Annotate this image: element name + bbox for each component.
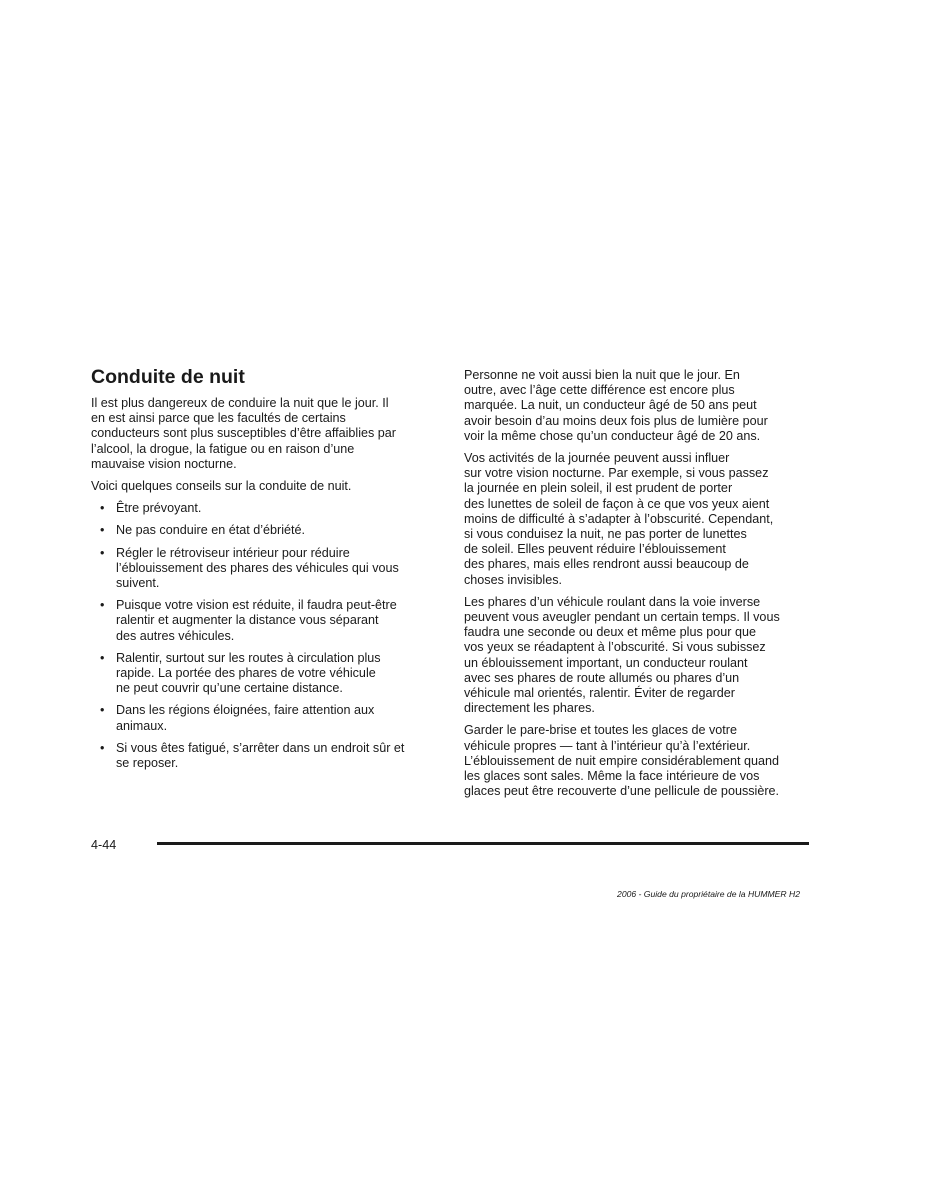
intro-paragraph: Il est plus dangereux de conduire la nuit que le jour. Il en est ainsi parce que les facultés de certains conducteurs sont plus susceptibles d’être affaiblies par l’alcool, la drogue, la fatigue ou en raison d’une mauvaise vision nocturne.	[91, 396, 396, 471]
body-paragraph: Garder le pare-brise et toutes les glaces de votre véhicule propres — tant à l’intérieur qu’à l’extérieur. L’éblouissement de nuit empire considérablement quand les glaces sont sales. Même la face intérieure de vos glaces peut être recouverte d’une pellicule de poussière.	[464, 723, 780, 799]
footer-rule	[157, 842, 809, 845]
list-item-text: Ne pas conduire en état d’ébriété.	[116, 523, 306, 538]
list-item-text: Puisque votre vision est réduite, il faudra peut-être ralentir et augmenter la distance vous séparant des autres véhicules.	[116, 598, 397, 643]
list-item	[91, 546, 441, 592]
section-title: Conduite de nuit	[91, 366, 245, 388]
list-item	[91, 523, 441, 538]
left-column	[91, 365, 441, 778]
bullet-icon: •	[100, 545, 105, 560]
tips-lead-paragraph: Voici quelques conseils sur la conduite de nuit.	[91, 479, 352, 494]
bullet-icon: •	[100, 650, 105, 665]
tips-list	[91, 501, 441, 771]
body-paragraph: Les phares d’un véhicule roulant dans la voie inverse peuvent vous aveugler pendant un certain temps. Il vous faudra une seconde ou deux et même plus pour que vos yeux se réadaptent à l’obscurité. Si vous subissez un éblouissement important, un conducteur roulant avec ses phares de route allumés ou phares d’un véhicule mal orientés, ralentir. Éviter de regarder directement les phares.	[464, 594, 780, 716]
bullet-icon: •	[100, 598, 105, 613]
list-item-text: Si vous êtes fatigué, s’arrêter dans un endroit sûr et se reposer.	[116, 740, 405, 771]
list-item-text: Ralentir, surtout sur les routes à circulation plus rapide. La portée des phares de votre véhicule ne peut couvrir qu’une certaine distance.	[116, 650, 381, 696]
list-item-text: Être prévoyant.	[116, 501, 202, 516]
list-item	[91, 703, 441, 733]
bullet-icon: •	[100, 523, 105, 538]
body-paragraph: Personne ne voit aussi bien la nuit que le jour. En outre, avec l’âge cette différence est encore plus marquée. La nuit, un conducteur âgé de 50 ans peut avoir besoin d’au moins deux fois plus de lumière pour voir la même chose qu’un conducteur âgé de 20 ans.	[464, 368, 768, 443]
body-paragraph: Vos activités de la journée peuvent aussi influer sur votre vision nocturne. Par exemple, si vous passez la journée en plein soleil, il est prudent de porter des lunettes de soleil de façon à ce que vos yeux aient moins de difficulté à s’adapter à l’obscurité. Cependant, si vous conduisez la nuit, ne pas porter de lunettes de soleil. Elles peuvent réduire l’éblouissement des phares, mais elles rendront aussi beaucoup de choses invisibles.	[464, 451, 774, 587]
right-column	[464, 368, 816, 806]
guide-title: 2006 - Guide du propriétaire de la HUMMER H2	[617, 889, 800, 899]
bullet-icon: •	[100, 740, 105, 755]
page-number: 4-44	[91, 838, 117, 852]
bullet-icon: •	[100, 501, 105, 516]
list-item	[91, 598, 441, 644]
list-item-text: Dans les régions éloignées, faire attention aux animaux.	[116, 703, 375, 733]
list-item	[91, 651, 441, 697]
list-item	[91, 501, 441, 516]
bullet-icon: •	[100, 703, 105, 718]
list-item	[91, 741, 441, 771]
list-item-text: Régler le rétroviseur intérieur pour réduire l’éblouissement des phares des véhicules qui vous suivent.	[116, 545, 399, 591]
